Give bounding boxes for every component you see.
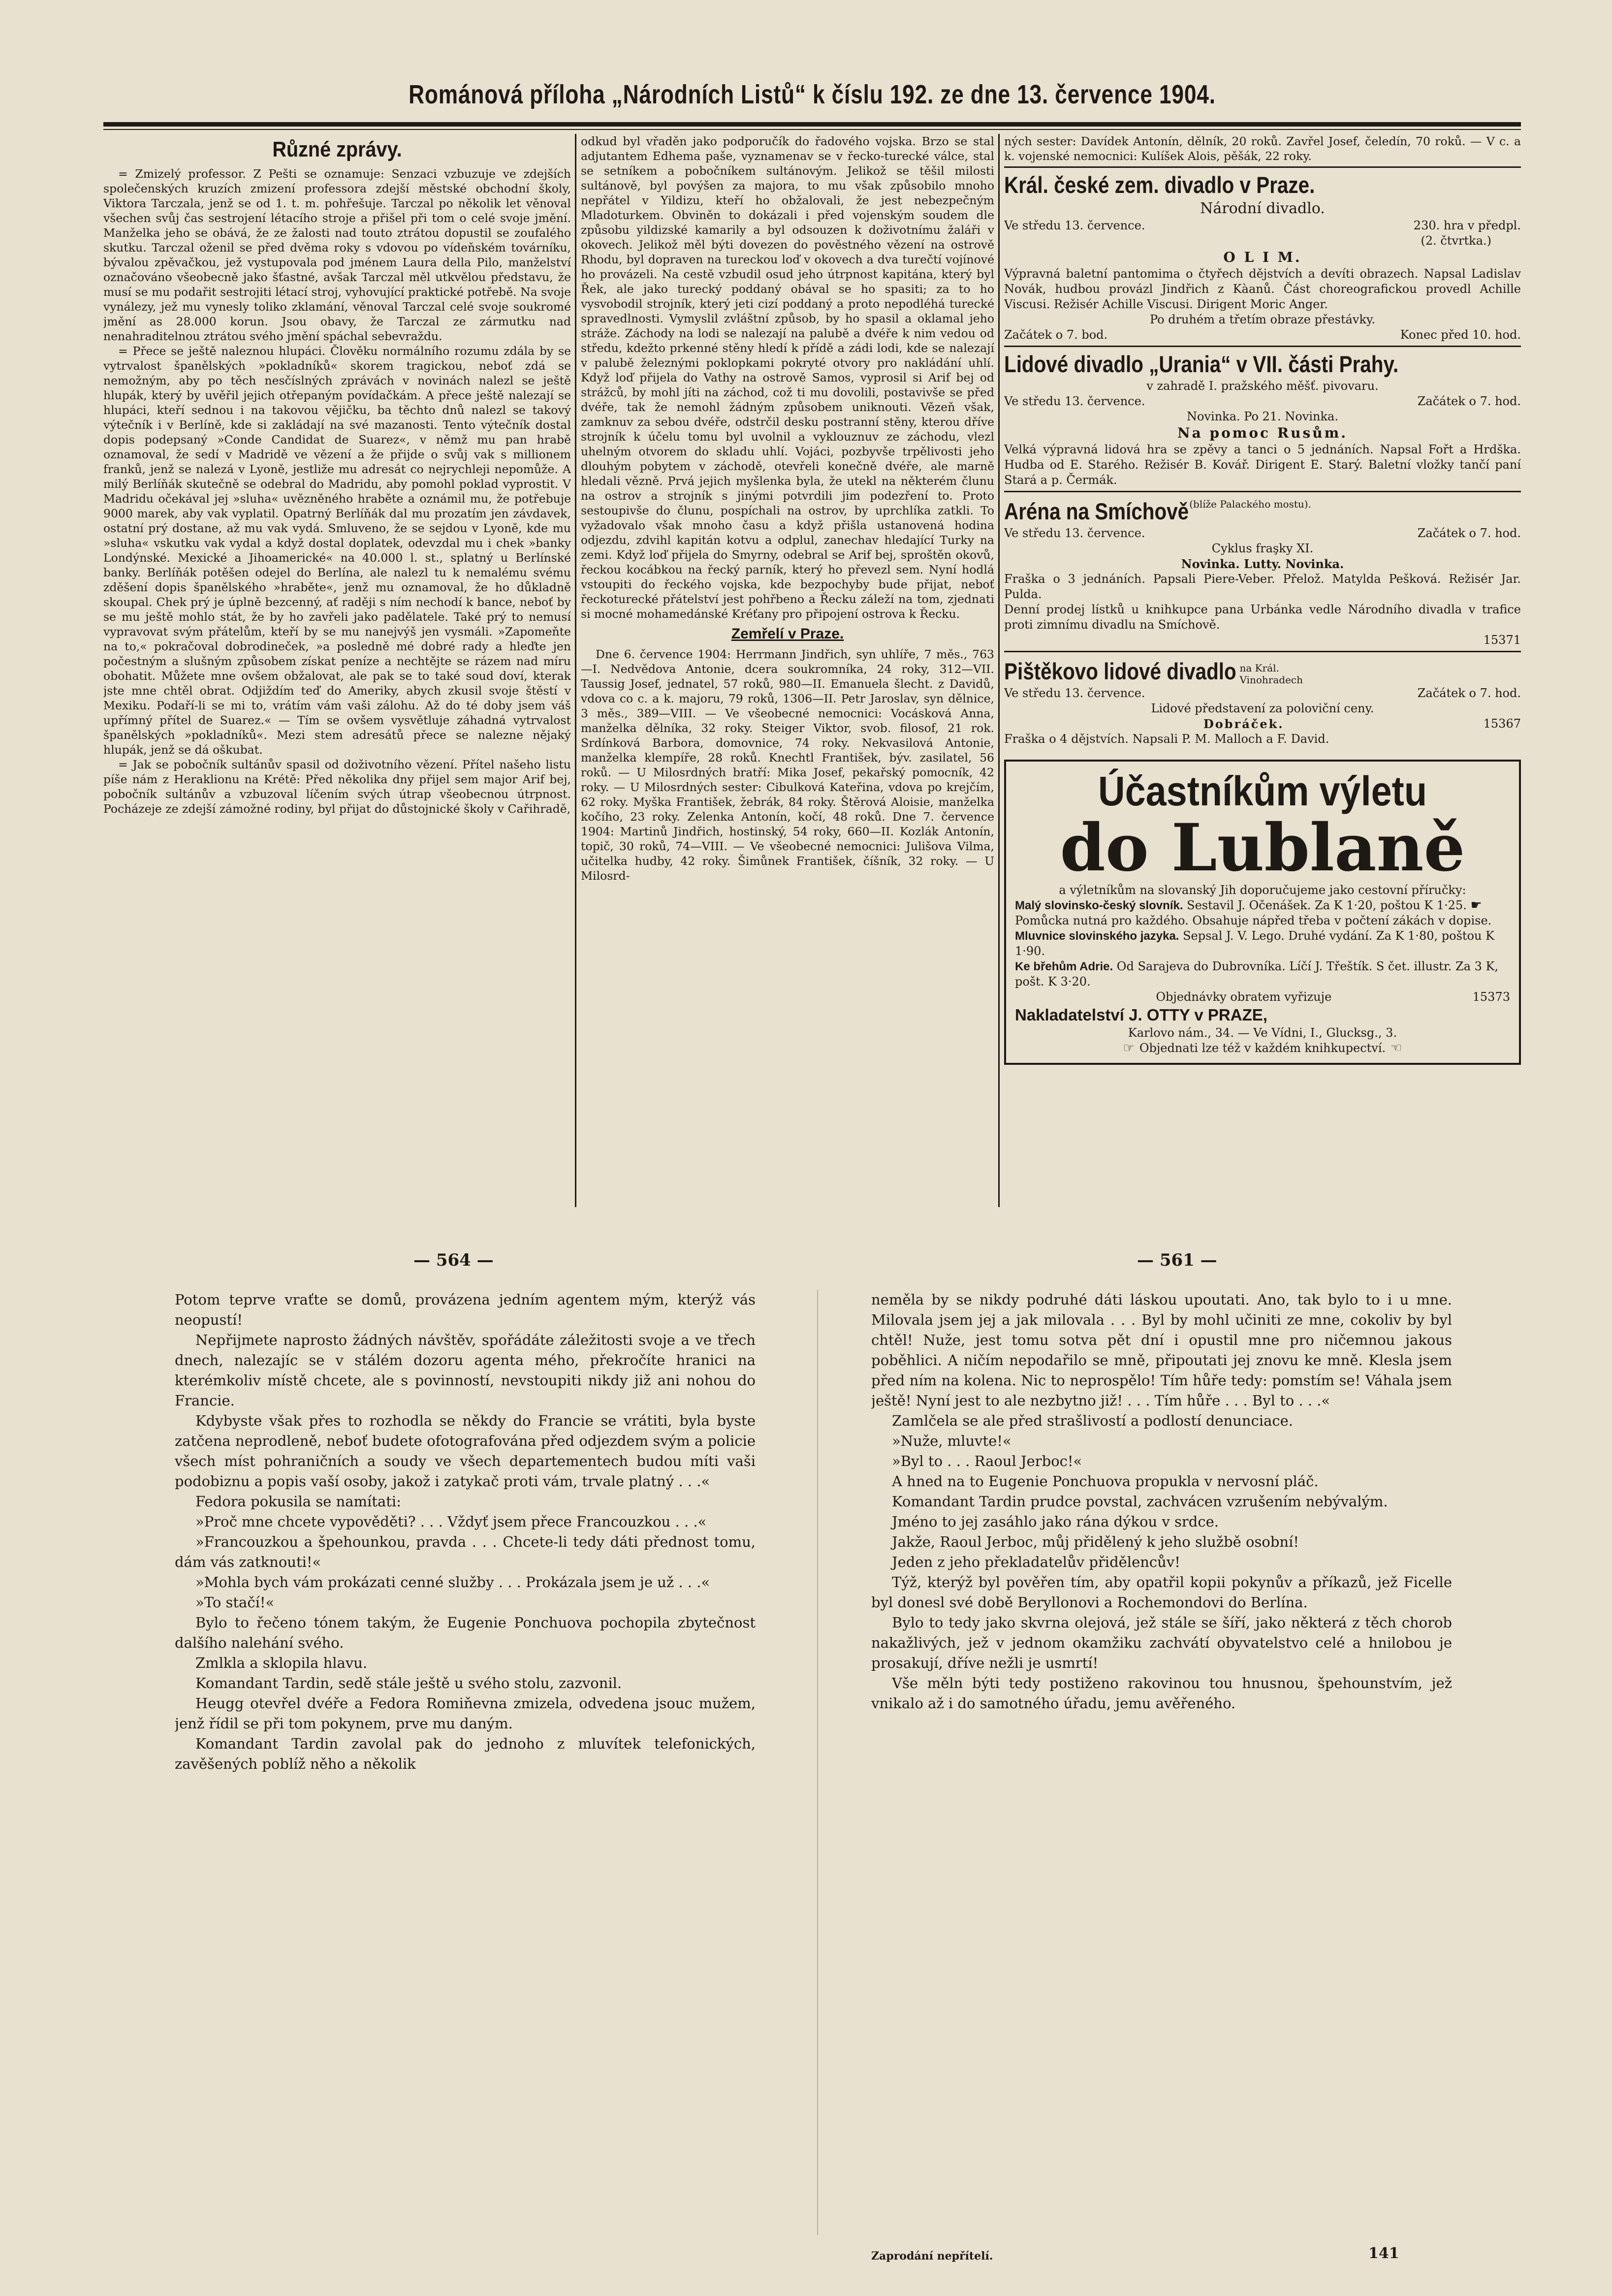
- start-time: Začátek o 7. hod.: [1417, 394, 1521, 408]
- play-title: Novinka. Lutty. Novinka.: [1181, 557, 1344, 571]
- listing-ticket: 230. hra v předpl.: [1413, 219, 1521, 232]
- listing-date-row: [1004, 686, 1521, 701]
- cycle-line: Cyklus fraşky XI.: [1211, 542, 1314, 555]
- theatre-title: Lidové divadlo „Urania“ v VII. části Prahy.: [1004, 351, 1399, 377]
- novel-paragraph: Komandant Tardin zavolal pak do jednoho z mluvítek telefonických, zavěšených poblíž něho a několik: [175, 1735, 756, 1772]
- ad-item-detail: Od Sarajeva do Dubrovníka. Líčí J. Třeštík. S čet. illustr. Za 3 K, pošt. K 3·20.: [1015, 959, 1499, 989]
- listing-date: Ve středu 13. července.: [1004, 219, 1145, 232]
- ticket-info: Denní prodej lístků u knihkupce pana Urbánka vedle Národního divadla v trafice proti zimnímu divadlu na Smíchově.: [1004, 603, 1521, 632]
- listing-date-row: [1004, 394, 1521, 409]
- novel-paragraph: A hned na to Eugenie Ponchuova propukla v nervosní pláč.: [892, 1473, 1319, 1490]
- novel-paragraph: Zmlkla a sklopila hlavu.: [195, 1655, 368, 1671]
- novinka-line: Novinka. Po 21. Novinka.: [1187, 410, 1338, 423]
- column-divider: [575, 134, 576, 1207]
- novel-paragraph: Heugg otevřel dvéře a Fedora Romiňevna zmizela, odvedena jsouc mužem, jenž řídil se při tom pokynem, prve mu daným.: [175, 1695, 756, 1732]
- column-divider: [998, 134, 1000, 1207]
- obituaries: [581, 647, 994, 883]
- ad-headline-large: do Lublaně: [1060, 810, 1465, 886]
- ad-code: 15373: [1472, 990, 1510, 1004]
- novel-paragraph: Týž, kterýž byl pověřen tím, aby opatřil kopii pokynův a příkazů, jež Ficelle byl donesl své době Beryllonovi a Rochemondovi do Berlína.: [871, 1574, 1452, 1611]
- ad-item-detail: Sepsal J. V. Lego. Druhé vydání. Za K 1·80, poštou K 1·90.: [1015, 929, 1494, 958]
- ad-orders-row: [1015, 989, 1510, 1005]
- play-title: Na pomoc Rusům.: [1177, 425, 1348, 441]
- pointing-hand-icon: ☞: [1123, 1041, 1135, 1055]
- theatre-note: na Král. Vinohradech: [1239, 662, 1303, 686]
- section-heading: Různé zprávy.: [272, 137, 402, 161]
- novel-paragraph: »Nuže, mluvte!«: [892, 1433, 1011, 1449]
- ad-item: [1015, 928, 1510, 959]
- ad-item-title: Mluvnice slovinského jazyka.: [1015, 929, 1179, 943]
- listing-code: 15367: [1483, 717, 1521, 731]
- listing-date: Ve středu 13. července.: [1004, 526, 1145, 540]
- theatre-title: Pištěkovo lidové divadlo: [1004, 658, 1236, 684]
- novel-paragraph: Vše měln býti tedy postiženo rakovinou tou hnusnou, špehounstvím, jež vnikalo až i do samotného úřadu, jemu avěřeného.: [871, 1675, 1452, 1712]
- start-time: Začátek o 7. hod.: [1417, 686, 1521, 700]
- novel-text: [871, 1290, 1452, 1714]
- novel-text: [175, 1290, 756, 1774]
- page-number: — 561 —: [1137, 1250, 1217, 1270]
- intermission-note: Po druhém a třetím obraze přestávky.: [1149, 313, 1376, 326]
- page-gutter: [817, 1290, 818, 2235]
- novel-paragraph: »To stačí!«: [195, 1594, 275, 1611]
- play-title: O L I M.: [1223, 249, 1302, 265]
- ad-availability-row: [1015, 1041, 1510, 1056]
- play-description: Velká výpravná lidová hra se zpěvy a tanci o 5 jednáních. Napsal Fořt a Hrdška. Hudba od E. Starého. Režisér B. Kovář. Dirigent E. Starý. Baletní vložky tančí paní Stará a p. Čermák.: [1004, 443, 1521, 487]
- novel-paragraph: Potom teprve vraťte se domů, provázena jedním agentem mým, kterýž vás neopustí!: [175, 1291, 756, 1328]
- article-paragraph: = Jak se pobočník sultánův spasil od doživotního vězení. Přítel našeho listu píše nám z Heraklionu na Krétě: Před několika dny přijel sem major Arif bej, pobočník sultánův a vzbuzoval líčením svých útrap všeobecnou útrpnost. Pocházeje ze zdejší zámožné rodiny, byl přijat do důstojnické školy v Cařihradě,: [103, 758, 571, 816]
- running-footer: Zaprodání nepřítelí.: [871, 2250, 993, 2263]
- novel-page-left: [175, 1290, 756, 2245]
- article-paragraph: = Zmizelý professor. Z Pešti se oznamuje: Senzaci vzbuzuje ve zdejších společenských kruzích zmizení professora zdejší městské obchodní školy, Viktora Tarczala, jenž se od 1. t. m. pohřešuje. Tarczal po několik let věnoval všechen svůj čas sestrojení létacího stroje a přišel při tom o celé svoje jmění. Manželka jeho se obává, že ze žalosti nad touto ztrátou dopustil se zoufalého skutku. Tarczal oženil se před dvěma roky s vdovou po vídeňském továrníku, bývalou zpěvačkou, jež vystupovala pod jménem Laura della Pilo, manželství označováno všeobecně jako šťastné, avšak Tarczal měl utkvělou představu, že musí se mu podařit sestrojiti létací stroj, vyhovující praktické potřebě. Na svoje vynálezy, jež mu vynesly toliko zklamání, věnoval Tarczal celé svoje soukromé jmění as 28.000 korun. Jsou obavy, že Tarczal ze zármutku nad nenahraditelnou ztrátou svého jmění spáchal sebevraždu.: [103, 167, 571, 343]
- play-description: Fraška o 4 dějstvích. Napsali P. M. Malloch a F. David.: [1004, 732, 1329, 746]
- listing-ticket-note: (2. čtvrtka.): [1421, 234, 1491, 248]
- listing-date-row: [1004, 526, 1521, 541]
- column-left: [103, 134, 571, 1227]
- pointing-hand-icon: ☜: [1391, 1041, 1402, 1055]
- article-paragraph: = Přece se ještě naleznou hlupáci. Člověku normálního rozumu zdála by se vytrvalost španělských »pokladníků« skorem tragickou, neboť zdá se nemožným, aby po těch nesčíslných zprávách v novinách nalezl se ještě hlupák, který by uvěřil jejich otřepaným povídačkám. A přece ještě nalezají se hlupáci, kteří sednou i na takovou vějičku, ba těchto dnů nalezl se takový výtečník i v Berlíně, kde si zakládají na své mazanosti. Tento výtečník dostal dopis podepsaný »Conde Candidat de Suarez«, v němž mu pan hrabě oznamoval, že sedí v Madridě ve vězení a že přijde o svůj vak s millionem franků, jenž se nalezá v Lyoně, jestliže mu adresát co nejrychleji nepomůže. A milý Berlíňák skutečně se odebral do Madridu, aby pomohl poklad vyprostit. V Madridu očekával jej »sluha« uvězněného hraběte a oznámil mu, že potřebuje 9000 marek, aby vak vyplatil. Opatrný Berlíňák dal mu prozatím jen závdavek, ostatní prý dostane, až mu vak vydá. Smluveno, že se sejdou v Lyoně, kde mu »sluha« vskutku vak vydal a když dostal doplatek, odevzdal mu i chek »banky Londýnské. Mexické a Jihoamerické« na 40.000 l. st., splatný u Berlínské banky. Berlíňák potěšen odejel do Berlína, ale nalezl tu k nemalému svému zděšení dopis španělského »hraběte«, jenž mu oznamoval, že ho důkladně skoupal. Chek prý je úplně bezcenný, ať raději s ním nechodí k bance, neboť by se mu ještě mohlo stát, že by ho zavřeli jako padělatele. Také prý to nemusí vypravovat svým přátelům, kteří by se mu nanejvýš jen vysmáli. »Zapomeňte na to,« pokračoval dobrodineček, »a posledně mé dobré rady a hleďte jen počestným a slušným způsobem získat peníze a nechtějte se rázem nad míru obohatit. Můžete mne ovšem obžalovat, ale pak se to také soud doví, kterak jste mne chtěl obrat. Odjiždím teď do Ameriky, abych zkusil svoje štěstí v Mexiku. Podaří-li se mi to, vrátím vám vaši zálohu. Až do té doby jsem váš upřímný přítel de Suarez.« — Tím se ovšem vysvětluje záhadná vytrvalost španělských »pokladníků«. Mezi stem adresátů přece se nalezne nějaký hlupák, jenž se dá oškubat.: [103, 344, 571, 757]
- novel-paragraph: Komandant Tardin, sedě stále ještě u svého stolu, zazvonil.: [195, 1675, 622, 1691]
- obituary-text: Dne 6. července 1904: Herrmann Jindřich, syn uhlíře, 7 měs., 763—I. Nedvědova Antonie, dcera soukromníka, 24 roky, 312—VII. Taussig Josef, jednatel, 57 roků, 980—II. Emanuela šlecht. z Davidů, vdova co c. a k. majoru, 79 roků, 1306—II. Petr Jaroslav, syn dělnice, 3 měs., 389—VIII. — Ve všeobecné nemocnici: Vocásková Anna, manželka dělníka, 32 roky. Steiger Viktor, svob. filosof, 21 rok. Srdínková Barbora, domovnice, 74 roky. Nekvasilová Antonie, manželka klempíře, 28 roků. Knechtl František, býv. zasilatel, 56 roků. — U Milosrdných bratří: Mika Josef, pekařský pomocník, 42 roky. — U Milosrdných sester: Cibulková Kateřina, vdova po krejčím, 62 roky. Myška František, žebrák, 84 roky. Štěrová Aloisie, manželka kočího, 23 roky. Zelenka Antonín, kočí, 48 roků. Dne 7. července 1904: Martinů Jindřich, hostinský, 54 roky, 660—II. Kozlák Antonín, topič, 30 roků, 74—VIII. — Ve všeobecné nemocnici: Julišova Vilma, učitelka hudby, 42 roky. Šimůnek František, číšník, 32 roky. — U Milosrd-: [581, 647, 994, 883]
- novel-paragraph: »Francouzkou a špehounkou, pravda . . . Chcete-li tedy dáti přednost tomu, dám vás zatknouti!«: [175, 1533, 756, 1570]
- theatre-title: Aréna na Smíchově: [1004, 498, 1189, 524]
- listing-info: Lidové představení za poloviční ceny.: [1151, 702, 1374, 715]
- novel-paragraph: »Byl to . . . Raoul Jerboc!«: [892, 1453, 1082, 1469]
- novel-paragraph: Bylo to řečeno tónem takým, že Eugenie Ponchuova pochopila zbytečnost dalšího nalehání svého.: [175, 1614, 756, 1651]
- masthead: Románová příloha „Národních Listů“ k číslu 192. ze dne 13. července 1904.: [409, 80, 1216, 109]
- novel-paragraph: Komandant Tardin prudce povstal, zachvácen vzrušením nebývalým.: [892, 1493, 1388, 1510]
- ad-item-title: Ke břehům Adrie.: [1015, 960, 1113, 973]
- novel-paragraph: Jakže, Raoul Jerboc, můj přidělený k jeho službě osobní!: [892, 1533, 1299, 1550]
- theatre-note: (blíže Palackého mostu).: [1189, 498, 1311, 510]
- divider: [1004, 166, 1521, 168]
- theatre-subtitle: v zahradě I. pražského měšť. pivovaru.: [1146, 379, 1379, 393]
- ad-item-note: Pomůcka nutná pro každého. Obsahuje nápřed třeba v počtení zákách v dopise.: [1015, 914, 1492, 927]
- novel-paragraph: neměla by se nikdy podruhé dáti láskou upoutati. Ano, tak bylo to i u mne. Milovala jsem jej a jak milovala . . . Byl by mohl učiniti ze mne, cokoliv by byl chtěl! Nuže, jest tomu sotva pět dní i opustil mne pro ničemnou jakous poběhlici. A ničím nepodařilo se mně, připoutati jej znovu ke mně. Klesla jsem před ním na kolena. Nic to neprospělo! Tím hůře tedy: pomstím se! Váhala jsem ještě! Nyní jest to ale nezbytno již! . . . Tím hůře . . . Byl to . . .«: [871, 1291, 1452, 1409]
- folio-number: 141: [1368, 2245, 1399, 2262]
- end-time: Konec před 10. hod.: [1400, 328, 1521, 342]
- play-description: Výpravná baletní pantomima o čtyřech dějstvích a devíti obrazech. Napsal Ladislav Novák, hudbou provázl Jindřich z Kàanů. Část choreografickou provedl Achille Viscusi. Režisér Achille Viscusi. Dirigent Moric Anger.: [1004, 267, 1521, 311]
- article-paragraph: odkud byl vřaděn jako podporučík do řadového vojska. Brzo se stal adjutantem Edhema paše, vyznamenav se v řecko-turecké válce, stal se setníkem a pobočníkem sultánovým. Jelikož se těšil milosti sultánově, byl povýšen za majora, to mu však způsobilo mnoho nepřátel v Yildizu, kteří ho obžalovali, že jest nebezpečným Mladoturkem. Obviněn to dokázali i před vojenským soudem dle způsobu yildizské kamarily a byl odsouzen k doživotnímu žaláři v okovech. Jelikož měl býti dovezen do pověstného vězení na ostrově Rhodu, byl dopraven na tureckou loď v okovech a dva turečtí vojínové ho provázeli. Na cestě vzbudil osud jeho útrpnost kapitána, který byl Řek, ale jako turecký poddaný obával se ho spasiti; za to ho vysvobodil strojník, který jeti cizí poddaný a proto nepodléhá turecké spravedlnosti. Vymyslil zvláštní způsob, by ho spasil a oklamal jeho stráže. Záchody na lodi se nalezají na palubě a dvéře k nim vedou od středu, kdežto prkenné stěny hledí k přídě a zádi lodi, kde se nalezají v palubě železnými poklopkami pokryté otvory pro nakládání uhlí. Když loď přijela do Vathy na ostrově Samos, vyprosil si Arif bej od strážců, by mohl jíti na záchod, což ti mu dovolili, postavivše se před dvéře, tak že nemohl žádným způsobem uniknouti. Vězeň však, zamknuv za sebou dvéře, odstrčil desku postranní stěny, kterou dříve strojník k účelu tomu byl uvolnil a vyklouznuv ze záchodu, vlezl uhelným otvorem do skladu uhlí. Vojáci, pozbyvše trpělivosti jeho dlouhým pobytem v záchodě, otevřeli konečně dvéře, ale marně hledali vězně. Prvá jejich myšlenka byla, že utekl na některém člunu na ostrov a strojník s jinými potvrdili jim podezření to. Proto sestoupivše do člunu, pospíchali na ostrov, by uprchlíka zatkli. To vyžadovalo však mnoho času a když přišla ustanovená hodina odjezdu, zdvihl kapitán kotvu a odplul, zanechav hledající Turky na zemi. Když loď přijela do Smyrny, odebral se Arif bej, sproštěn okovů, řeckou kocábkou na řecký parník, který ho převezl sem. Nyní hodlá vstoupiti do řeckého vojska, kde bezpochyby bude přijat, neboť řeckoturecké přátelství jest pohřbeno a Řecku záleží na tom, zjednati si mocné mohamedánské Kréťany pro připojení ostrova k Řecku.: [581, 134, 994, 621]
- masthead-rule: [103, 122, 1521, 127]
- page-number: — 564 —: [413, 1250, 494, 1270]
- novel-paragraph: Jméno to jej zasáhlo jako rána dýkou v srdce.: [892, 1513, 1219, 1530]
- novel-page-right: [871, 1290, 1452, 2245]
- start-time: Začátek o 7. hod.: [1417, 526, 1521, 540]
- listing-arena: [1004, 495, 1521, 648]
- obituary-text: ných sester: Davídek Antonín, dělník, 20 roků. Zavřel Josef, čeledín, 70 roků. — V c. a k. vojenské nemocnici: Kulíšek Alois, pěšák, 22 roky.: [1004, 134, 1521, 163]
- listing-national-theatre: [1004, 171, 1521, 343]
- article-body: [103, 166, 571, 816]
- pointing-hand-icon: ☛: [1470, 898, 1482, 913]
- ad-intro: a výletníkům na slovanský Jih doporučujeme jako cestovní příručky:: [1059, 883, 1466, 897]
- ad-item: [1015, 898, 1510, 928]
- listing-date-row: [1004, 218, 1521, 233]
- listing-urania: [1004, 350, 1521, 488]
- ad-item: [1015, 959, 1510, 989]
- novel-paragraph: Nepřijmete naprosto žádných návštěv, spořádáte záležitosti svoje a ve třech dnech, nalezajíc se v stálém dozoru agenta mého, překročíte hranici na kterémkoliv místě chcete, ale s povinností, nevstoupiti nikdy již ani nohou do Francie.: [175, 1332, 756, 1409]
- theatre-title-row: [1004, 495, 1521, 526]
- novel-paragraph: Jeden z jeho překladatelův přidělencův!: [892, 1554, 1180, 1570]
- novel-paragraph: »Mohla bych vám prokázati cenné služby . . . Prokázala jsem je už . . .«: [195, 1574, 710, 1591]
- article-body: [581, 134, 994, 621]
- play-title: Dobráček.: [1203, 717, 1284, 731]
- listing-date: Ve středu 13. července.: [1004, 394, 1145, 408]
- listing-pistekovo: [1004, 655, 1521, 747]
- novel-paragraph: Kdybyste však přes to rozhodla se někdy do Francie se vrátiti, byla byste zatčena neprodleně, neboť budete ofotografována před odjezdem svým a policie všech míst pohraničních a soudy ve všech departementech budou míti vaši podobiznu a popis vaší osoby, jakož i zatykač proti vám, trvale platný . . .«: [175, 1412, 756, 1490]
- ad-orders: Objednávky obratem vyřizuje: [1156, 990, 1332, 1004]
- listing-code: 15371: [1483, 633, 1521, 647]
- ad-address: Karlovo nám., 34. — Ve Vídni, I., Glucksg., 3.: [1128, 1026, 1397, 1040]
- advertisement-lublan: [1004, 760, 1521, 1065]
- ad-availability: Objednati lze též v každém knihkupectví.: [1139, 1041, 1386, 1055]
- novel-paragraph: Bylo to tedy jako skvrna olejová, jež stále se šíří, jako některá z těch chorob nakažlivých, jež v jednom okamžiku zachvátí obyvatelstvo celé a hnilobou je prosakují, dříve nežli je usmrtí!: [871, 1614, 1452, 1671]
- column-right: [1004, 134, 1521, 1227]
- divider: [1004, 346, 1521, 347]
- play-row: [1004, 716, 1521, 732]
- masthead-rule-thin: [103, 129, 1521, 130]
- theatre-subtitle: Národní divadlo.: [1200, 200, 1325, 217]
- column-middle: [581, 134, 994, 1227]
- novel-paragraph: Zamlčela se ale před strašlivostí a podlostí denunciace.: [892, 1412, 1294, 1429]
- listing-times: [1004, 327, 1521, 343]
- play-description: Fraška o 3 jednáních. Papsali Piere-Veber. Přelož. Matylda Pešková. Režisér Jar. Pulda.: [1004, 572, 1521, 601]
- ad-publisher: Nakladatelství J. OTTY v PRAZE,: [1015, 1006, 1267, 1024]
- listing-date: Ve středu 13. července.: [1004, 686, 1145, 700]
- divider: [1004, 651, 1521, 652]
- ad-item-title: Malý slovinsko-český slovník.: [1015, 899, 1183, 912]
- novel-paragraph: »Proč mne chcete vypověděti? . . . Vždyť jsem přece Francouzkou . . .«: [195, 1513, 707, 1530]
- divider: [1004, 491, 1521, 492]
- theatre-title-row: [1004, 655, 1521, 686]
- section-heading: Zemřelí v Praze.: [731, 626, 844, 642]
- novel-paragraph: Fedora pokusila se namítati:: [195, 1493, 401, 1510]
- start-time: Začátek o 7. bod.: [1004, 328, 1108, 342]
- ad-headline: Účastníkům výletu: [1098, 768, 1427, 814]
- theatre-title: Král. české zem. divadlo v Praze.: [1004, 172, 1315, 198]
- obituaries-continued: [1004, 134, 1521, 163]
- ad-item-detail: Sestavil J. Očenášek. Za K 1·20, poštou K 1·25.: [1187, 898, 1467, 912]
